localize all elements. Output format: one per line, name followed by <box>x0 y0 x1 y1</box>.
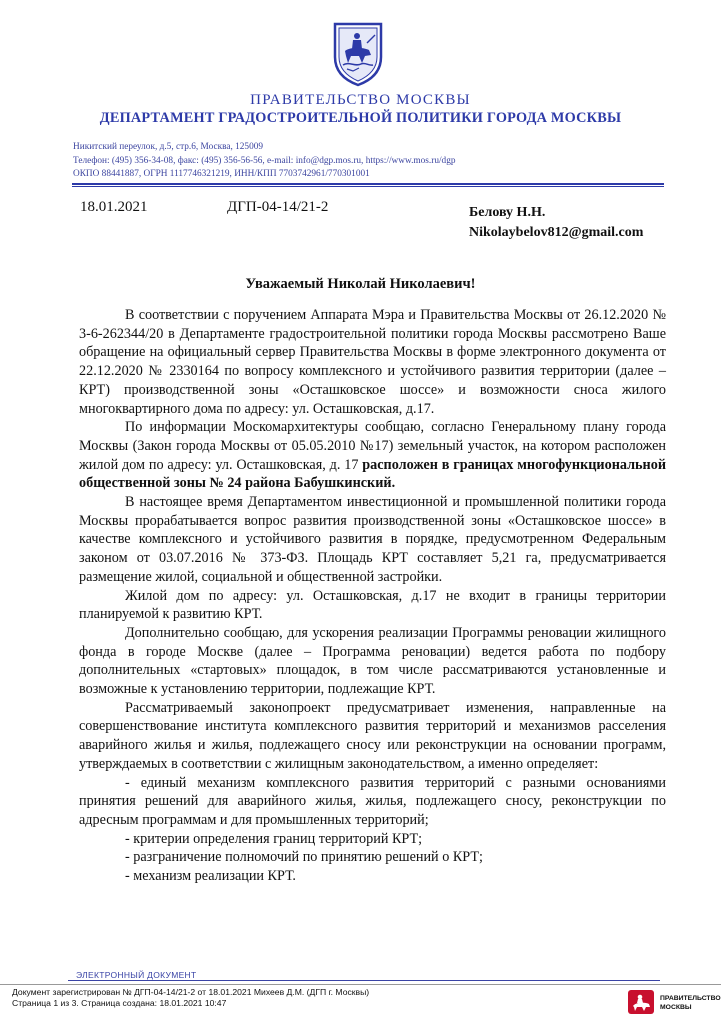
paragraph-4: Жилой дом по адресу: ул. Осташковская, д.17 не входит в границы территории планируемой к развитию КРТ. <box>79 587 666 623</box>
paragraph-3: В настоящее время Департаментом инвестиционной и промышленной политики города Москвы прорабатывается вопрос развития производственной зоны «Осташковское шоссе» в качестве комплексного и устойчивого развития в порядке, предусмотренном Федеральным законом от 03.07.2016 № 373-ФЗ. Площадь КРТ составляет 5,21 га, предусматривается размещение жилой, социальной и общественной застройки. <box>79 494 666 585</box>
paragraph-2-text: По информации Москомархитектуры сообщаю, согласно Генеральному плану города Москвы (Закон города Москвы от 05.05.2010 №17) земельный участок, на котором расположен жилой дом по адресу: ул. Осташковская, д. 17 <box>79 419 666 473</box>
address-line: Никитский переулок, д.5, стр.6, Москва, 125009 <box>73 142 264 152</box>
electronic-document-stamp: ЭЛЕКТРОННЫЙ ДОКУМЕНТ <box>76 970 197 980</box>
footer-logo-text <box>660 994 721 1012</box>
paragraph-5: Дополнительно сообщаю, для ускорения реализации Программы реновации жилищного фонда в городе Москве (далее – Программа реновации) ведется работа по подбору дополнительных «стартовых» площадок, в том числе рассматриваются установленные и возможные к установлению территории, подлежащие КРТ. <box>79 624 666 698</box>
paragraph-2-bold: расположен в границах многофункциональной общественной зоны № 24 района Бабушкинский. <box>79 456 666 492</box>
registration-line: Документ зарегистрирован № ДГП-04-14/21-2 от 18.01.2021 Михеев Д.М. (ДГП г. Москвы) <box>12 987 370 997</box>
document-number: ДГП-04-14/21-2 <box>227 199 329 215</box>
contact-block <box>73 141 456 182</box>
registration-footer <box>12 987 369 1008</box>
paragraph-1: В соответствии с поручением Аппарата Мэра и Правительства Москвы от 26.12.2020 № 3-6-262344/20 в Департаменте градостроительной политики города Москвы рассмотрено Ваше обращение на официальный сервер Правительства Москвы в форме электронного документа от 22.12.2020 № 2330164 по вопросу комплексного и устойчивого развития территории (далее – КРТ) производственной зоны «Осташковское шоссе» и возможности сноса жилого многоквартирного дома по адресу: ул. Осташковская, д.17. <box>79 307 666 417</box>
recipient-email: Nikolaybelov812@gmail.com <box>469 225 644 240</box>
moscow-coat-of-arms-icon <box>331 21 385 87</box>
page-info-line: Страница 1 из 3. Страница создана: 18.01.2021 10:47 <box>12 997 227 1008</box>
paragraph-6: Рассматриваемый законопроект предусматривает изменения, направленные на совершенствование института комплексного развития территорий и механизмов расселения аварийного жилья и жилья, подлежащего сносу или реконструкции на основании программ, утверждаемых в соответствии с жилищным законодательством, а именно определяет: <box>79 699 666 772</box>
footer-divider <box>0 984 721 985</box>
recipient-name: Белову Н.Н. <box>469 205 546 220</box>
footer-logo-line1: ПРАВИТЕЛЬСТВО <box>660 995 721 1002</box>
codes-line: ОКПО 88441887, ОГРН 1117746321219, ИНН/КПП 7703742961/770301001 <box>73 169 370 179</box>
document-date: 18.01.2021 <box>80 199 148 215</box>
paragraph-2 <box>79 418 666 493</box>
list-item: - механизм реализации КРТ. <box>125 868 296 885</box>
greeting: Уважаемый Николай Николаевич! <box>245 276 476 292</box>
organization-name: ПРАВИТЕЛЬСТВО МОСКВЫ <box>250 92 471 108</box>
letter-body <box>79 306 666 886</box>
footer-logo-line2: МОСКВЫ <box>660 1004 692 1011</box>
moscow-government-logo-icon <box>627 989 655 1015</box>
department-name: ДЕПАРТАМЕНТ ГРАДОСТРОИТЕЛЬНОЙ ПОЛИТИКИ ГОРОДА МОСКВЫ <box>99 110 622 126</box>
list-item: - разграничение полномочий по принятию решений о КРТ; <box>125 849 483 866</box>
header-divider-thin <box>72 186 664 187</box>
phone-line: Телефон: (495) 356-34-08, факс: (495) 356-56-56, e-mail: info@dgp.mos.ru, https://www.mos.ru/dgp <box>73 155 456 166</box>
header-divider <box>72 183 664 185</box>
list-item: - критерии определения границ территорий КРТ; <box>125 830 423 847</box>
stamp-divider <box>68 980 660 981</box>
recipient-block <box>469 203 643 243</box>
list-item: - единый механизм комплексного развития территорий с разными основаниями принятия решений для аварийного жилья, жилья, подлежащего сносу, реконструкции по адресным программам и для промышленных территорий; <box>79 774 666 828</box>
